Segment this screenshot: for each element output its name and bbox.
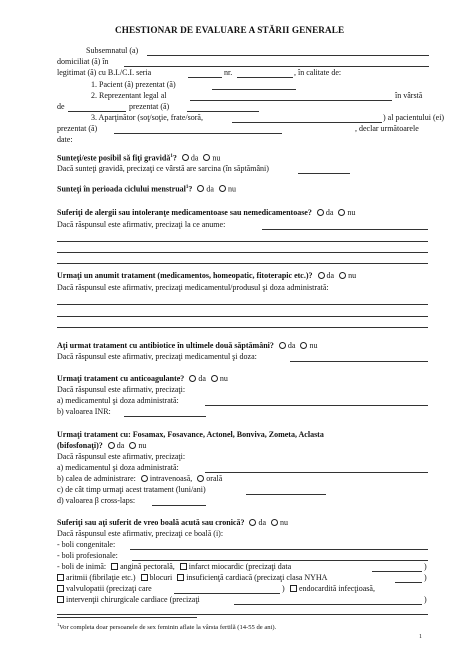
question-menstrual bbox=[57, 183, 236, 195]
option-patient bbox=[91, 80, 176, 90]
valve-paren: ) bbox=[282, 584, 285, 593]
heart-failure-label: insuficienţă cardiacă (precizaţi clasa NYHA bbox=[186, 573, 328, 582]
intro-id-label: legitimat (ă) cu B.I./C.I. seria bbox=[57, 68, 152, 77]
intro-address-label: domiciliat (ă) în bbox=[57, 57, 109, 66]
anticoagulants-drug-field[interactable] bbox=[205, 405, 428, 406]
heart-failure-checkbox[interactable] bbox=[177, 574, 184, 581]
no-label: nu bbox=[138, 441, 147, 450]
endocarditis-label: endocardită infecţioasă, bbox=[299, 584, 375, 593]
administration-route bbox=[57, 474, 222, 484]
data-label: date: bbox=[57, 135, 73, 144]
arrhythmia-row bbox=[57, 573, 327, 583]
allergies-field[interactable] bbox=[262, 229, 428, 230]
intro-role-label: , în calitate de: bbox=[294, 68, 342, 77]
relative-patient-label: ) al pacientului (ei) bbox=[383, 113, 445, 122]
yes-radio[interactable] bbox=[249, 519, 256, 526]
treatment-detail-label: Dacă răspunsul este afirmativ, precizaţi medicamentul/produsul şi doza administrată: bbox=[57, 283, 329, 292]
surgery-field[interactable] bbox=[234, 604, 422, 605]
oral-radio[interactable] bbox=[197, 475, 204, 482]
footnote-marker: 1 bbox=[57, 622, 60, 627]
inr-field[interactable] bbox=[124, 416, 206, 417]
arrhythmia-checkbox[interactable] bbox=[57, 574, 64, 581]
treatment-field-line[interactable] bbox=[57, 304, 428, 305]
relative-type-field[interactable] bbox=[232, 122, 382, 123]
no-label: nu bbox=[347, 208, 356, 217]
allergies-field-line[interactable] bbox=[57, 263, 428, 264]
allergies-field-line[interactable] bbox=[57, 241, 428, 242]
allergies-detail-label: Dacă răspunsul este afirmativ, precizaţi la ce anume: bbox=[57, 220, 226, 229]
option-relative-label: 3. Aparţinător (soţ/soţie, frate/soră, bbox=[91, 113, 203, 122]
no-radio[interactable] bbox=[211, 375, 218, 382]
arrhythmia-label: aritmii (fibrilaţie etc.) bbox=[66, 573, 136, 582]
antibiotics-detail-label: Dacă răspunsul este afirmativ, precizaţi medicamentul şi doza: bbox=[57, 352, 257, 361]
heart-diseases-row bbox=[57, 562, 291, 572]
pregnancy-weeks-field[interactable] bbox=[298, 173, 350, 174]
yes-label: da bbox=[198, 374, 206, 383]
question-pregnancy-label: Sunteţi/este posibil să fiţi gravidă bbox=[57, 153, 171, 163]
question-treatment-label: Urmaţi un anumit tratament (medicamentos, homeopatic, fitoterapic etc.)? bbox=[57, 271, 313, 280]
option-relative bbox=[91, 113, 203, 123]
question-mark: ? bbox=[188, 184, 193, 194]
bisphosphonates-drug-label: a) medicamentul şi doza administrată: bbox=[57, 463, 179, 472]
no-radio[interactable] bbox=[129, 442, 136, 449]
diseases-detail-label: Dacă răspunsul este afirmativ, precizaţi ce boală (i): bbox=[57, 529, 224, 538]
intro-name-label: Subsemnatul (a) bbox=[86, 46, 139, 55]
question-allergies-label: Suferiţi de alergii sau intoleranţe medicamentoase sau nemedicamentoase? bbox=[57, 208, 312, 217]
age-prefix-label: de bbox=[57, 102, 65, 111]
heart-diseases-label: - boli de inimă: bbox=[57, 562, 107, 571]
paren-close: ) bbox=[424, 562, 427, 571]
allergies-field-line[interactable] bbox=[57, 252, 428, 253]
no-label: nu bbox=[227, 184, 236, 194]
cross-laps-label: d) valoarea β cross-laps: bbox=[57, 496, 136, 505]
treatment-duration-label: c) de cât timp urmaţi acest tratament (luni/ani) bbox=[57, 485, 206, 494]
yes-label: da bbox=[325, 208, 334, 217]
question-diseases bbox=[57, 518, 288, 528]
question-antibiotics-label: Aţi urmat tratament cu antibiotice în ultimele două săptămâni? bbox=[57, 341, 274, 350]
yes-label: da bbox=[116, 441, 125, 450]
yes-label: da bbox=[287, 341, 296, 350]
yes-radio[interactable] bbox=[279, 342, 286, 349]
question-diseases-label: Suferiţi sau aţi suferit de vreo boală acută sau cronică? bbox=[57, 518, 245, 527]
bisphosphonates-drug-field[interactable] bbox=[205, 472, 428, 473]
valve-label: valvulopatii (precizaţi care bbox=[66, 584, 152, 593]
footnote-text: Vor completa doar persoanele de sex feminin aflate la vârsta fertilă (14-55 de ani). bbox=[59, 624, 277, 632]
intravenous-label: intravenoasă, bbox=[149, 474, 193, 483]
angina-label: angină pectorală, bbox=[120, 562, 175, 571]
no-label: nu bbox=[212, 153, 221, 163]
treatment-field-line[interactable] bbox=[57, 327, 428, 328]
id-number-field[interactable] bbox=[237, 77, 293, 78]
paren-close: ) bbox=[424, 595, 427, 604]
bisphosphonates-detail-label: Dacă răspunsul este afirmativ, precizaţi: bbox=[57, 452, 186, 461]
age-label: în vârstă bbox=[395, 91, 423, 100]
question-menstrual-label: Sunteţi în perioada ciclului menstrual bbox=[57, 184, 186, 194]
anticoagulants-detail-label: Dacă răspunsul este afirmativ, precizaţi: bbox=[57, 385, 186, 394]
relative-presented-label: prezentat (ă) bbox=[57, 124, 98, 133]
name-field[interactable] bbox=[147, 55, 429, 56]
no-label: nu bbox=[280, 518, 289, 527]
question-antibiotics bbox=[57, 341, 317, 351]
presented-label: prezentat (ă) bbox=[129, 102, 170, 111]
professional-label: - boli profesionale: bbox=[57, 551, 118, 560]
question-anticoagulants-label: Urmaţi tratament cu anticoagulante? bbox=[57, 374, 185, 383]
legal-representative-field[interactable] bbox=[190, 100, 392, 101]
question-bisphosphonates-cont bbox=[57, 441, 146, 451]
antibiotics-field[interactable] bbox=[290, 361, 428, 362]
valve-type-field[interactable] bbox=[174, 593, 280, 594]
patient-field[interactable] bbox=[212, 89, 296, 90]
nyha-class-field[interactable] bbox=[395, 582, 422, 583]
surgery-row bbox=[57, 595, 200, 605]
valve-checkbox[interactable] bbox=[57, 585, 64, 592]
treatment-field-line[interactable] bbox=[57, 316, 428, 317]
block-label: blocuri bbox=[149, 573, 173, 582]
option-patient-label: 1. Pacient (ă) prezentat (ă) bbox=[91, 80, 176, 89]
intravenous-radio[interactable] bbox=[141, 475, 148, 482]
no-radio[interactable] bbox=[219, 185, 226, 192]
infarct-date-field[interactable] bbox=[372, 571, 422, 572]
administration-route-label: b) calea de administrare: bbox=[57, 474, 136, 483]
question-mark: ? bbox=[172, 153, 177, 163]
option-legal-label: 2. Reprezentant legal al bbox=[91, 91, 167, 100]
infarct-checkbox[interactable] bbox=[180, 563, 187, 570]
no-label: nu bbox=[348, 271, 357, 280]
yes-radio[interactable] bbox=[197, 185, 204, 192]
endocarditis-row bbox=[290, 584, 375, 594]
yes-radio[interactable] bbox=[318, 272, 325, 279]
yes-radio[interactable] bbox=[108, 442, 115, 449]
footnote-ref: 1 bbox=[185, 185, 189, 190]
valve-row bbox=[57, 584, 152, 594]
address-field[interactable] bbox=[124, 66, 429, 67]
treatment-duration-field[interactable] bbox=[246, 494, 326, 495]
option-legal-representative bbox=[91, 91, 167, 101]
relative-presented-field[interactable] bbox=[114, 133, 282, 134]
no-radio[interactable] bbox=[300, 342, 307, 349]
yes-label: da bbox=[258, 518, 267, 527]
no-radio[interactable] bbox=[271, 519, 278, 526]
intro-id-number-label: nr. bbox=[224, 68, 233, 77]
congenital-label: - boli congenitale: bbox=[57, 540, 116, 549]
footnote-ref: 1 bbox=[170, 154, 173, 159]
endocarditis-checkbox[interactable] bbox=[290, 585, 297, 592]
declaration-label: , declar următoarele bbox=[355, 124, 419, 133]
no-label: nu bbox=[219, 374, 228, 383]
no-radio[interactable] bbox=[339, 272, 346, 279]
question-bisphosphonates: Urmaţi tratament cu: Fosamax, Fosavance, Actonel, Bonviva, Zometa, Aclasta bbox=[57, 430, 324, 439]
angina-checkbox[interactable] bbox=[111, 563, 118, 570]
inr-label: b) valoarea INR: bbox=[57, 407, 111, 416]
professional-field[interactable] bbox=[132, 560, 428, 561]
no-radio[interactable] bbox=[203, 154, 210, 161]
infarct-label: infarct miocardic (precizaţi data bbox=[188, 562, 292, 571]
yes-label: da bbox=[190, 153, 199, 163]
pregnancy-detail-label: Dacă sunteţi gravidă, precizaţi ce vârstă are sarcina (în săptămâni) bbox=[57, 164, 269, 173]
yes-label: da bbox=[326, 271, 335, 280]
presented-field[interactable] bbox=[187, 111, 259, 112]
age-field[interactable] bbox=[68, 111, 126, 112]
anticoagulants-drug-label: a) medicamentul şi doza administrată: bbox=[57, 396, 179, 405]
question-bisphosphonates-label: (bifosfonaţi)? bbox=[57, 441, 103, 450]
page-number: 1 bbox=[419, 634, 422, 640]
question-treatment bbox=[57, 271, 356, 281]
footnote-separator bbox=[57, 617, 197, 618]
extra-line[interactable] bbox=[57, 614, 428, 615]
yes-radio[interactable] bbox=[189, 375, 196, 382]
question-pregnancy bbox=[57, 152, 220, 164]
yes-label: da bbox=[206, 184, 214, 194]
cross-laps-field[interactable] bbox=[152, 505, 206, 506]
document-title: CHESTIONAR DE EVALUARE A STĂRII GENERALE bbox=[115, 25, 345, 35]
surgery-checkbox[interactable] bbox=[57, 596, 64, 603]
id-series-field[interactable] bbox=[188, 77, 222, 78]
congenital-field[interactable] bbox=[130, 549, 428, 550]
paren-close: ) bbox=[424, 573, 427, 582]
block-checkbox[interactable] bbox=[141, 574, 148, 581]
question-allergies bbox=[57, 208, 355, 218]
no-radio[interactable] bbox=[338, 209, 345, 216]
yes-radio[interactable] bbox=[317, 209, 324, 216]
no-label: nu bbox=[309, 341, 318, 350]
yes-radio[interactable] bbox=[182, 154, 189, 161]
oral-label: orală bbox=[206, 474, 223, 483]
surgery-label: intervenţii chirurgicale cardiace (precizaţi bbox=[66, 595, 200, 604]
footnote bbox=[57, 620, 276, 633]
question-anticoagulants bbox=[57, 374, 228, 384]
